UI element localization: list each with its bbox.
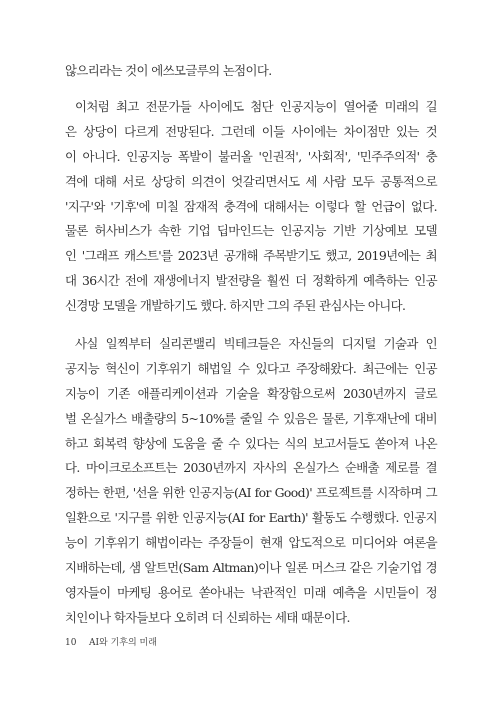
text-line: 벌 온실가스 배출량의 5~10%를 줄일 수 있음은 물론, 기후재난에 대비 bbox=[65, 410, 437, 426]
text-line: 사실 일찍부터 실리콘밸리 빅테크들은 자신들의 디지털 기술과 인 bbox=[75, 336, 437, 351]
text-line: 이처럼 최고 전문가들 사이에도 첨단 인공지능이 열어줄 미래의 길 bbox=[75, 99, 437, 114]
text-line: 일환으로 '지구를 위한 인공지능(AI for Earth)' 활동도 수행했다. 인공지 bbox=[65, 510, 437, 526]
text-line: 않으리라는 것이 에쓰모글루의 논점이다. bbox=[65, 63, 272, 78]
text-line: 공지능 혁신이 기후위기 해법일 수 있다고 주장해왔다. 최근에는 인공 bbox=[65, 360, 437, 376]
paragraph-2 bbox=[65, 95, 437, 319]
text-line: 대 36시간 전에 재생에너지 발전량을 훨씬 더 정확하게 예측하는 인공 bbox=[65, 273, 437, 289]
text-line: 능이 기후위기 해법이라는 주장들이 현재 압도적으로 미디어와 여론을 bbox=[65, 535, 437, 551]
paragraph-1 bbox=[65, 59, 437, 84]
text-line: 영자들이 마케팅 용어로 쏟아내는 낙관적인 미래 예측을 시민들이 정 bbox=[65, 584, 437, 600]
text-line: 다. 마이크로소프트는 2030년까지 자사의 온실가스 순배출 제로를 결 bbox=[65, 460, 437, 476]
text-line: 인 '그래프 캐스트'를 2023년 공개해 주목받기도 했고, 2019년에는 최 bbox=[65, 248, 437, 264]
page-footer bbox=[65, 636, 157, 650]
text-line: 하고 회복력 향상에 도움을 줄 수 있다는 식의 보고서들도 쏟아져 나온 bbox=[65, 435, 437, 451]
text-line: 이 아니다. 인공지능 폭발이 불러올 '인권적', '사회적', '민주주의적' 충 bbox=[65, 148, 437, 164]
text-line: 지배하는데, 샘 알트먼(Sam Altman)이나 일론 머스크 같은 기술기업 경 bbox=[65, 560, 437, 576]
text-line: 정하는 한편, '선을 위한 인공지능(AI for Good)' 프로젝트를 시작하며 그 bbox=[65, 485, 437, 501]
paragraph-3 bbox=[65, 332, 437, 631]
running-title: AI와 기후의 미래 bbox=[89, 638, 157, 648]
text-line: '지구'와 '기후'에 미칠 잠재적 충격에 대해서는 이렇다 할 언급이 없다. bbox=[65, 198, 437, 214]
text-line: 물론 허사비스가 속한 기업 딥마인드는 인공지능 기반 기상예보 모델 bbox=[65, 223, 437, 239]
text-line: 지능이 기존 애플리케이션과 기술을 확장함으로써 2030년까지 글로 bbox=[65, 385, 437, 401]
page-number: 10 bbox=[65, 638, 77, 648]
text-line: 신경망 모델을 개발하기도 했다. 하지만 그의 주된 관심사는 아니다. bbox=[65, 298, 406, 314]
text-line: 치인이나 학자들보다 오히려 더 신뢰하는 세태 때문이다. bbox=[65, 609, 350, 625]
text-line: 격에 대해 서로 상당히 의견이 엇갈리면서도 세 사람 모두 공통적으로 bbox=[65, 173, 437, 189]
text-line: 은 상당이 다르게 전망된다. 그런데 이들 사이에는 차이점만 있는 것 bbox=[65, 123, 437, 139]
